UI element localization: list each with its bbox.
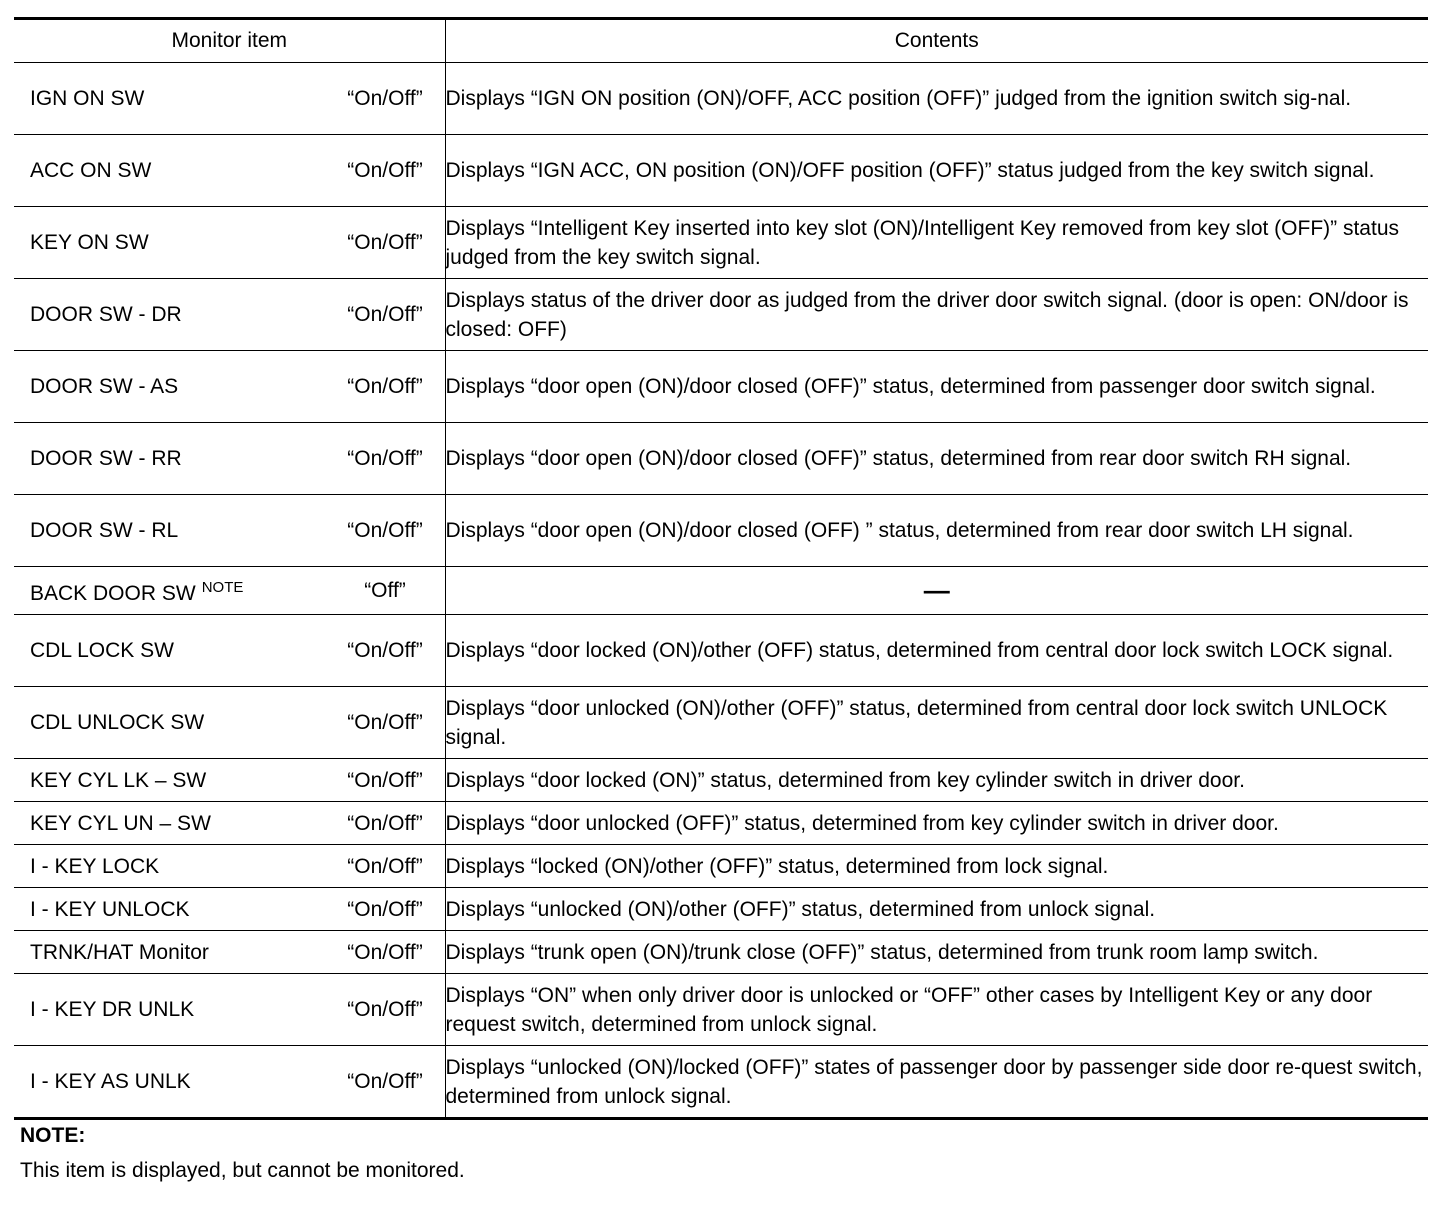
contents-cell: Displays “door open (ON)/door closed (OFF) ” status, determined from rear door switch LH signal. (445, 495, 1428, 567)
note-text: This item is displayed, but cannot be monitored. (20, 1159, 465, 1182)
monitor-item-name: TRNK/HAT Monitor (30, 940, 209, 964)
monitor-item-name: DOOR SW - DR (30, 303, 182, 326)
table-row (14, 1046, 1428, 1119)
monitor-item-name: KEY CYL LK – SW (30, 768, 207, 792)
monitor-item-cell (14, 931, 445, 974)
monitor-item-name: I - KEY UNLOCK (30, 897, 190, 921)
monitor-item-value: “On/Off” (347, 87, 423, 110)
monitor-item-cell (14, 423, 445, 495)
monitor-item-cell (14, 135, 445, 207)
note-title: NOTE: (20, 1124, 86, 1147)
monitor-item-name: DOOR SW - RL (30, 519, 179, 542)
monitor-item-name: DOOR SW - RR (30, 447, 182, 470)
monitor-item-cell (14, 615, 445, 687)
table-row (14, 802, 1428, 845)
monitor-item-value: “On/Off” (347, 375, 423, 398)
table-row (14, 888, 1428, 931)
monitor-item-value: “On/Off” (347, 447, 423, 470)
monitor-item-name: I - KEY DR UNLK (30, 998, 195, 1021)
contents-cell: Displays “door open (ON)/door closed (OFF)” status, determined from rear door switch RH signal. (445, 423, 1428, 495)
table-row (14, 974, 1428, 1046)
note-superscript: NOTE (201, 579, 244, 596)
table-row (14, 207, 1428, 279)
monitor-item-value: “On/Off” (347, 711, 423, 734)
monitor-item-name: IGN ON SW (30, 87, 145, 110)
contents-cell: Displays “IGN ACC, ON position (ON)/OFF position (OFF)” status judged from the key switch signal. (445, 135, 1428, 207)
monitor-item-name: KEY CYL UN – SW (30, 811, 211, 835)
monitor-item-value: “On/Off” (347, 519, 423, 542)
table-row (14, 495, 1428, 567)
contents-cell: Displays “ON” when only driver door is unlocked or “OFF” other cases by Intelligent Key or any door request switch, determined from unlock signal. (445, 974, 1428, 1046)
table-body (14, 63, 1428, 1119)
monitor-item-value: “On/Off” (347, 1070, 423, 1093)
contents-cell: Displays “trunk open (ON)/trunk close (OFF)” status, determined from trunk room lamp switch. (445, 931, 1428, 974)
table-row (14, 567, 1428, 615)
monitor-item-cell (14, 759, 445, 802)
monitor-item-cell (14, 687, 445, 759)
contents-cell: Displays “door unlocked (ON)/other (OFF)” status, determined from central door lock switch UNLOCK signal. (445, 687, 1428, 759)
table-row (14, 279, 1428, 351)
monitor-item-value: “On/Off” (347, 231, 423, 254)
monitor-item-value: “On/Off” (347, 303, 423, 326)
contents-cell: — (445, 567, 1428, 615)
contents-cell: Displays “locked (ON)/other (OFF)” status, determined from lock signal. (445, 845, 1428, 888)
monitor-item-name: I - KEY LOCK (30, 854, 160, 878)
table-row (14, 687, 1428, 759)
contents-cell: Displays “door unlocked (OFF)” status, determined from key cylinder switch in driver door. (445, 802, 1428, 845)
contents-cell: Displays status of the driver door as judged from the driver door switch signal. (door is open: ON/door is closed: OFF) (445, 279, 1428, 351)
contents-cell: Displays “unlocked (ON)/locked (OFF)” states of passenger door by passenger side door re-quest switch, determined from unlock signal. (445, 1046, 1428, 1119)
monitor-item-name: CDL LOCK SW (30, 639, 174, 662)
header-contents: Contents (445, 19, 1428, 63)
header-monitor-item: Monitor item (14, 19, 445, 63)
table-row (14, 759, 1428, 802)
monitor-item-cell (14, 63, 445, 135)
table-row (14, 931, 1428, 974)
table-header-row (14, 19, 1428, 63)
contents-cell: Displays “door locked (ON)/other (OFF) status, determined from central door lock switch LOCK signal. (445, 615, 1428, 687)
monitor-item-name: KEY ON SW (30, 231, 149, 254)
contents-cell: Displays “IGN ON position (ON)/OFF, ACC position (OFF)” judged from the ignition switch sig-nal. (445, 63, 1428, 135)
monitor-item-name: I - KEY AS UNLK (30, 1070, 191, 1093)
table-row (14, 845, 1428, 888)
note-section (20, 1122, 465, 1185)
monitor-item-value: “On/Off” (347, 639, 423, 662)
monitor-item-value: “Off” (364, 579, 406, 602)
monitor-item-cell (14, 567, 445, 615)
monitor-item-cell (14, 974, 445, 1046)
monitor-item-cell (14, 495, 445, 567)
monitor-item-value: “On/Off” (347, 811, 423, 835)
table-row (14, 423, 1428, 495)
contents-cell: Displays “Intelligent Key inserted into key slot (ON)/Intelligent Key removed from key slot (OFF)” status judged from the key switch signal. (445, 207, 1428, 279)
contents-cell: Displays “unlocked (ON)/other (OFF)” status, determined from unlock signal. (445, 888, 1428, 931)
contents-cell: Displays “door locked (ON)” status, determined from key cylinder switch in driver door. (445, 759, 1428, 802)
monitor-table (14, 17, 1428, 1120)
monitor-item-value: “On/Off” (347, 897, 423, 921)
monitor-item-value: “On/Off” (347, 854, 423, 878)
monitor-item-value: “On/Off” (347, 940, 423, 964)
table-row (14, 63, 1428, 135)
monitor-item-name: CDL UNLOCK SW (30, 711, 205, 734)
monitor-item-name: BACK DOOR SW $^{NOTE}$ (30, 579, 244, 605)
monitor-item-name: ACC ON SW (30, 159, 152, 182)
monitor-item-cell (14, 845, 445, 888)
monitor-item-name: DOOR SW - AS (30, 375, 179, 398)
monitor-item-document (14, 17, 1428, 1120)
monitor-item-value: “On/Off” (347, 998, 423, 1021)
monitor-item-value: “On/Off” (347, 159, 423, 182)
monitor-item-cell (14, 351, 445, 423)
table-row (14, 615, 1428, 687)
monitor-item-value: “On/Off” (347, 768, 423, 792)
monitor-item-cell (14, 207, 445, 279)
monitor-item-cell (14, 1046, 445, 1119)
monitor-item-cell (14, 802, 445, 845)
table-row (14, 351, 1428, 423)
contents-cell: Displays “door open (ON)/door closed (OFF)” status, determined from passenger door switch signal. (445, 351, 1428, 423)
monitor-item-cell (14, 279, 445, 351)
monitor-item-cell (14, 888, 445, 931)
table-row (14, 135, 1428, 207)
